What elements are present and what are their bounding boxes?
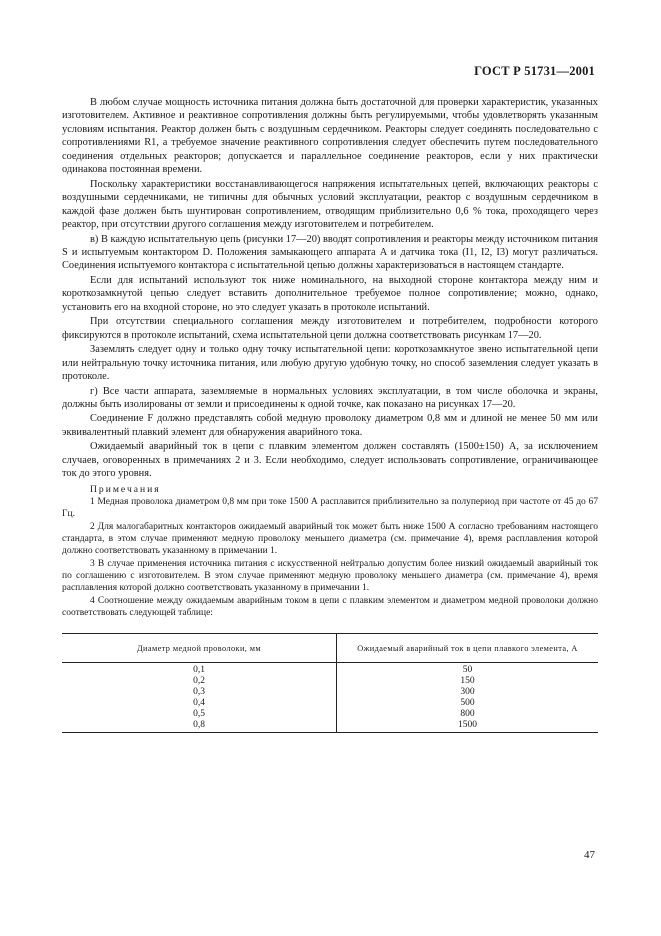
table-row: [62, 720, 598, 733]
table-cell: 150: [460, 676, 475, 687]
page-number: 47: [584, 849, 595, 861]
notes-title: Примечания: [90, 483, 161, 495]
table-row: [62, 698, 598, 709]
table-cell: 0,2: [62, 676, 337, 687]
paragraph: Соединение F должно представлять собой медную проволоку диаметром 0,8 мм и длиной не менее 50 мм или эквивалентный плавкий элемент для обнаружения аварийного тока.: [62, 413, 598, 438]
paragraph: в) В каждую испытательную цепь (рисунки 17—20) вводят сопротивления и реакторы между источником питания S и испытуемым контактором D. Положения замыкающего аппарата A и датчика тока (I1, I2, I3) могут различаться. Соединения испытуемого контактора с испытательной цепью должны характеризоваться в настоящем стандарте.: [62, 233, 598, 272]
table-row: [62, 687, 598, 698]
table-cell: 0,3: [62, 687, 337, 698]
paragraph: Ожидаемый аварийный ток в цепи с плавким элементом должен составлять (1500±150) А, за исключением случаев, оговоренных в примечаниях 2 и 3. Если необходимо, следует использовать сопротивление, ограничивающее ток до этого уровня.: [62, 441, 598, 480]
note-item: 4 Соотношение между ожидаемым аварийным током в цепи с плавким элементом и диаметром медной проволоки должно соответствовать следующей таблице:: [62, 595, 598, 618]
paragraph: Если для испытаний используют ток ниже номинального, на выходной стороне контактора между ним и короткозамкнутой цепью следует вставить дополнительное требуемое полное сопротивление; можно, однако, установить его на входной стороне, но это следует указать в протоколе испытаний.: [62, 274, 598, 313]
table-row: [62, 663, 598, 677]
table-cell: 300: [460, 687, 475, 698]
table-cell: 0,4: [62, 698, 337, 709]
paragraph: Заземлять следует одну и только одну точку испытательной цепи: короткозамкнутое звено испытательной цепи или нейтральную точку источника питания, или любую другую удобную точку, но способ заземления следует указать в протоколе.: [62, 344, 598, 383]
table-cell: 0,1: [62, 663, 337, 677]
table-cell: 800: [460, 709, 475, 720]
note-item: 1 Медная проволока диаметром 0,8 мм при токе 1500 А расплавится приблизительно за полупериод при частоте от 45 до 67 Гц.: [62, 497, 598, 520]
paragraph: г) Все части аппарата, заземляемые в нормальных условиях эксплуатации, в том числе оболочка и экраны, должны быть изолированы от земли и присоединены к одной точке, как показано на рисунках 17—20.: [62, 385, 598, 410]
paragraph: В любом случае мощность источника питания должна быть достаточной для проверки характеристик, указанных изготовителем. Активное и реактивное сопротивления должны быть регулируемыми, чтобы удовлетворять указанным условиям испытания. Реактор должен быть с воздушным сердечником. Реакторы следует соединять последовательно с сопротивлениями R1, а требуемое значение реактивного сопротивления следует обеспечить путем последовательного соединения отдельных реакторов; допускается и параллельное соединение реакторов, если у них практически одинакова постоянная времени.: [62, 97, 598, 176]
table-cell: 0,8: [62, 720, 337, 733]
document-body: [62, 96, 598, 733]
table-cell: 1500: [337, 720, 599, 733]
table-row: [62, 676, 598, 687]
table-header-row: [62, 634, 598, 663]
paragraph: При отсутствии специального соглашения между изготовителем и потребителем, подробности которого фиксируются в протоколе испытаний, схема испытательной цепи должна соответствовать рисункам 17—20.: [62, 316, 598, 341]
table-cell: 0,5: [62, 709, 337, 720]
note-item: 3 В случае применения источника питания с искусственной нейтралью допустим более низкий ожидаемый аварийный ток по соглашению с изготовителем. В этом случае применяют медную проволоку меньшего диаметра (см. примечание 4), время расплавления которой должно соответствовать указанному в примечании 1.: [62, 558, 598, 594]
wire-current-table: [62, 633, 598, 733]
standard-header: ГОСТ Р 51731—2001: [474, 64, 595, 78]
table-row: [62, 709, 598, 720]
table-header-current: Ожидаемый аварийный ток в цепи плавкого элемента, А: [337, 634, 599, 663]
paragraph: Поскольку характеристики восстанавливающегося напряжения испытательных цепей, включающих реакторы с воздушными сердечниками, не типичны для обычных условий эксплуатации, реактор с воздушным сердечником в каждой фазе должен быть шунтирован сопротивлением, отводящим приблизительно 0,6 % тока, проходящего через реактор, при отсутствии другого соглашения между изготовителем и потребителем.: [62, 178, 598, 231]
table-cell: 500: [460, 698, 475, 709]
note-item: 2 Для малогабаритных контакторов ожидаемый аварийный ток может быть ниже 1500 А согласно требованиям настоящего стандарта, в этом случае применяют медную проволоку меньшего диаметра (см. примечание 4), время расплавления которой должно соответствовать указанному в примечании 1.: [62, 521, 598, 557]
table-header-diameter: Диаметр медной проволоки, мм: [62, 634, 337, 663]
table-cell: 50: [462, 665, 473, 676]
